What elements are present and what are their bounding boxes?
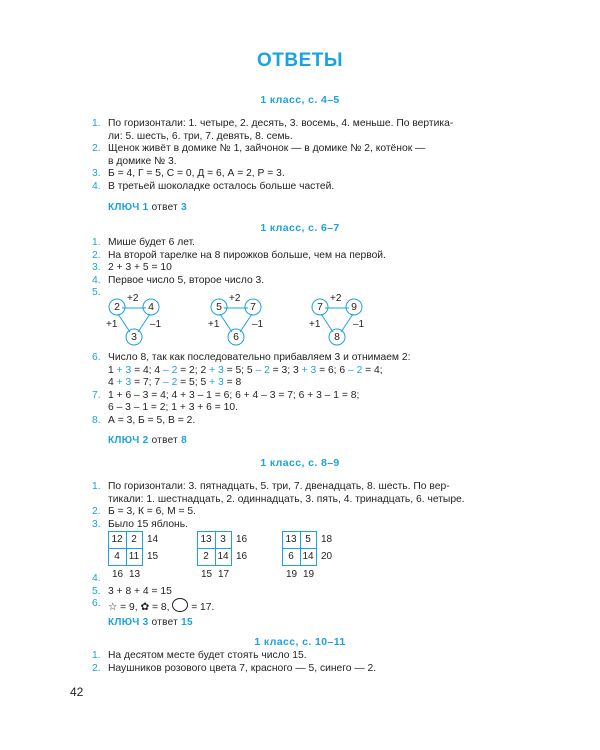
section-heading-4: 1 класс, с. 10–11 <box>254 636 346 648</box>
list-item <box>92 181 522 194</box>
text-run: = 6; 6 <box>316 364 348 376</box>
key-1 <box>108 202 187 213</box>
item-number: 2. <box>92 662 101 674</box>
text-run: 4 <box>108 377 117 389</box>
key-text: ответ <box>151 202 178 213</box>
page-title: ОТВЕТЫ <box>257 50 343 71</box>
grid-sum: 20 <box>321 551 333 562</box>
key-text: ответ <box>151 617 178 628</box>
triangle-label: –1 <box>252 319 264 330</box>
triangle-node: 5 <box>216 301 222 313</box>
key-value: 15 <box>181 617 193 628</box>
list-item <box>92 168 522 181</box>
star-icon: ☆ <box>108 602 118 614</box>
list-item <box>92 598 522 615</box>
item-number: 1. <box>92 481 101 492</box>
item-number: 2. <box>92 249 101 261</box>
grid-cell: 4 <box>114 551 120 562</box>
item-text: Число 8, так как последовательно прибавляем 3 и отнимаем 2: <box>108 352 411 363</box>
grid-sum: 17 <box>218 569 230 580</box>
grid-sum: 16 <box>112 569 124 580</box>
list-item <box>92 506 522 519</box>
grid-cell: 2 <box>131 534 137 545</box>
number-triangle <box>309 293 371 348</box>
item-text: На десятом месте будет стоять число 15. <box>108 650 307 661</box>
grid-cell: 12 <box>111 534 123 545</box>
grid-sum: 13 <box>129 569 141 580</box>
grid-cell: 3 <box>220 534 226 545</box>
triangle-node: 7 <box>250 301 256 313</box>
grid-cell: 5 <box>305 534 311 545</box>
text-run: = 4; 4 <box>131 364 163 376</box>
key-value: 8 <box>181 435 187 446</box>
list-item <box>92 390 522 415</box>
triangle-label: +2 <box>229 293 241 304</box>
op-run: + 3 <box>116 364 132 376</box>
number-triangle <box>106 293 168 348</box>
list-item <box>92 481 522 506</box>
item-number: 5. <box>92 585 101 597</box>
circle-value: = 17. <box>191 602 215 614</box>
triangle-node: 4 <box>148 301 154 313</box>
triangle-label: +2 <box>127 293 139 304</box>
item-text: Б = 4, Г = 5, С = 0, Д = 6, А = 2, Р = 3. <box>108 168 285 180</box>
op-run: + 3 <box>209 377 224 389</box>
grid-sum: 14 <box>147 534 159 545</box>
item-text <box>108 365 522 378</box>
item-number: 4. <box>92 573 101 584</box>
item-number: 7. <box>92 389 101 401</box>
triangle-node: 6 <box>233 331 239 343</box>
item-text: Щенок живёт в домике № 1, зайчонок — в домике № 2, котёнок — <box>108 143 426 155</box>
section-3-list <box>92 481 522 531</box>
triangle-label: +1 <box>106 319 118 330</box>
key-label: КЛЮЧ 3 <box>108 617 149 628</box>
list-item <box>92 352 522 390</box>
section-2-list-cont <box>92 352 522 428</box>
item-number: 8. <box>92 414 101 426</box>
triangle-node: 3 <box>131 331 137 343</box>
item-text: Было 15 яблонь. <box>108 518 188 530</box>
item-number: 3. <box>92 168 101 180</box>
item-number: 2. <box>92 143 101 155</box>
text-run: = 2; 2 <box>177 364 210 376</box>
item-number: 1. <box>92 118 101 129</box>
text-run: 1 <box>108 364 117 376</box>
text-run: = 5; 5 <box>223 364 256 376</box>
item-text: тикали: 1. шестнадцать, 2. одиннадцать, 3. пять, 4. тринадцать, 6. четыре. <box>108 493 465 505</box>
item-text: 2 + 3 + 5 = 10 <box>108 262 172 274</box>
op-run: – 2 <box>162 364 178 376</box>
number-triangle <box>208 293 270 348</box>
section-2-list <box>92 237 522 300</box>
grid-sum: 18 <box>321 534 333 545</box>
triangle-label: –1 <box>150 319 162 330</box>
key-value: 3 <box>181 202 187 213</box>
item-text: 3 + 8 + 4 = 15 <box>108 585 172 597</box>
triangle-label: +1 <box>208 319 220 330</box>
item-text: 1 + 6 – 3 = 4; 4 + 3 – 1 = 6; 6 + 4 – 3 = 7; 6 + 3 – 1 = 8; <box>108 389 360 401</box>
grid-sum: 16 <box>236 551 248 562</box>
key-label: КЛЮЧ 1 <box>108 202 149 213</box>
item-number: 4. <box>92 180 101 192</box>
item-text: Первое число 5, второе число 3. <box>108 274 265 286</box>
section-heading-3: 1 класс, с. 8–9 <box>260 457 340 469</box>
text-run: = 5; 5 <box>177 377 210 389</box>
op-run: – 2 <box>162 377 178 389</box>
item-text: На второй тарелке на 8 пирожков больше, чем на первой. <box>108 249 386 261</box>
list-item <box>92 586 522 599</box>
text-run: = 7; 7 <box>131 377 163 389</box>
key-label: КЛЮЧ 2 <box>108 435 149 446</box>
list-item <box>92 250 522 263</box>
list-item <box>92 663 522 676</box>
item-number: 6. <box>92 352 101 363</box>
triangle-label: –1 <box>353 319 365 330</box>
list-item <box>92 237 522 250</box>
item-text <box>108 598 522 615</box>
item-number: 2. <box>92 506 101 518</box>
triangle-node: 2 <box>114 301 120 313</box>
item-text: Наушников розового цвета 7, красного — 5, синего — 2. <box>108 662 377 674</box>
circle-icon <box>172 598 188 612</box>
text-run: = 3; 3 <box>269 364 302 376</box>
list-item <box>92 275 522 288</box>
section-heading-1: 1 класс, с. 4–5 <box>260 94 340 106</box>
grid-cell: 14 <box>217 551 229 562</box>
triangle-node: 7 <box>317 301 323 313</box>
page-number: 42 <box>70 685 84 699</box>
item-text: По горизонтали: 1. четыре, 2. десять, 3. восемь, 4. меньше. По вертика- <box>108 118 454 129</box>
text-run: = 4; <box>362 364 383 376</box>
item-number: 6. <box>92 598 101 610</box>
grid-cell: 6 <box>288 551 294 562</box>
item-number: 4. <box>92 274 101 286</box>
list-item <box>92 415 522 428</box>
grid-sum: 15 <box>147 551 159 562</box>
text-run: = 8 <box>223 377 242 389</box>
item-number: 3. <box>92 518 101 530</box>
grid-sum: 19 <box>286 569 298 580</box>
section-3-list-cont <box>92 573 522 615</box>
list-item <box>92 519 522 532</box>
grid-cell: 11 <box>128 551 140 562</box>
triangle-label: +2 <box>330 293 342 304</box>
grid-cell: 14 <box>302 551 314 562</box>
list-item <box>92 262 522 275</box>
op-run: – 2 <box>255 364 270 376</box>
grid-cell: 13 <box>200 534 212 545</box>
item-number: 5. <box>92 287 101 299</box>
key-text: ответ <box>151 435 178 446</box>
op-run: + 3 <box>209 364 224 376</box>
item-text: По горизонтали: 3. пятнадцать, 5. три, 7. двенадцать, 8. шесть. По вер- <box>108 481 450 492</box>
item-text <box>108 377 522 390</box>
star-value: = 9, <box>120 602 138 614</box>
triangle-node: 8 <box>334 331 340 343</box>
item-text: Б = 3, К = 6, М = 5. <box>108 506 197 518</box>
op-run: – 2 <box>347 364 363 376</box>
grid-cell: 2 <box>203 551 209 562</box>
item-number: 1. <box>92 650 101 661</box>
item-text: Мише будет 6 лет. <box>108 237 196 248</box>
key-2 <box>108 435 187 446</box>
section-heading-2: 1 класс, с. 6–7 <box>260 222 340 234</box>
list-item <box>92 573 522 586</box>
item-number: 1. <box>92 237 101 248</box>
flower-value: = 8, <box>151 602 170 614</box>
grid-sum: 19 <box>303 569 315 580</box>
triangle-node: 9 <box>351 301 357 313</box>
item-text: ли: 5. шесть, 6. три, 7. девять, 8. семь. <box>108 130 293 142</box>
item-number: 3. <box>92 262 101 274</box>
op-run: + 3 <box>301 364 317 376</box>
list-item <box>92 650 522 663</box>
flower-icon: ✿ <box>140 602 150 614</box>
triangle-label: +1 <box>309 319 321 330</box>
list-item <box>92 118 522 143</box>
section-4-list <box>92 650 522 675</box>
item-text: А = 3, Б = 5, В = 2. <box>108 414 196 426</box>
grid-sum: 15 <box>201 569 213 580</box>
grid-cell: 13 <box>285 534 297 545</box>
op-run: + 3 <box>116 377 132 389</box>
grid-sum: 16 <box>236 534 248 545</box>
list-item <box>92 143 522 168</box>
key-3 <box>108 617 193 628</box>
item-text: 6 – 3 – 1 = 2; 1 + 3 + 6 = 10. <box>108 402 238 414</box>
section-1-list <box>92 118 522 194</box>
item-text: В третьей шоколадке осталось больше частей. <box>108 180 335 192</box>
item-text: в домике № 3. <box>108 155 177 167</box>
